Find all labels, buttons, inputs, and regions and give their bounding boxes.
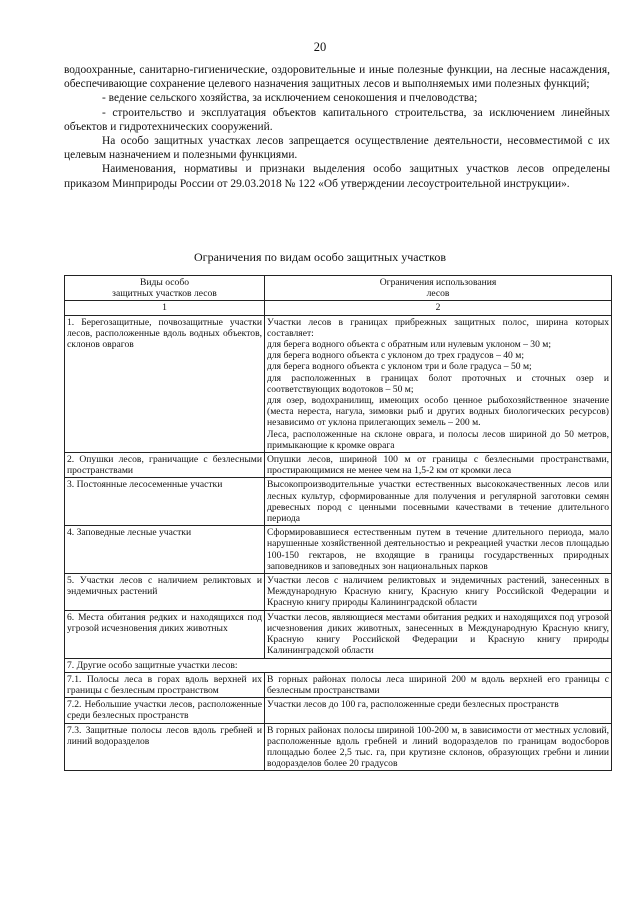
intro-paragraph: - ведение сельского хозяйства, за исключением сенокошения и пчеловодства; <box>102 92 478 105</box>
column-number-row <box>65 301 612 315</box>
zone-type-cell <box>65 610 265 658</box>
intro-paragraph: Наименования, нормативы и признаки выделения особо защитных участков лесов определены приказом Минприроды России от 29.03.2018 № 122 «Об утверждении лесоустроительной инструкции». <box>64 163 610 190</box>
restriction-cell <box>265 574 612 611</box>
restrictions-table <box>64 275 612 771</box>
restriction-line: Участки лесов в границах прибрежных защитных полос, ширина которых составляет: <box>267 316 609 339</box>
zone-type-cell <box>65 526 265 574</box>
restriction-cell <box>265 672 612 697</box>
zone-type: Другие особо защитные участки лесов: <box>76 659 238 671</box>
zone-type-cell <box>65 658 612 672</box>
table-row <box>65 672 612 697</box>
restriction-line: Сформировавшиеся естественным путем в течение длительного периода, мало нарушенные хозяйственной деятельностью и рекреацией участки лесов площадью 100-150 гектаров, не входящие в границы государственных природных заповедников и заповедных зон национальных парков <box>267 527 609 572</box>
restriction-line: для берега водного объекта с уклоном до трех градусов – 40 м; <box>267 350 524 362</box>
table-row <box>65 723 612 771</box>
row-number: 5. <box>67 575 75 587</box>
restriction-line: Участки лесов до 100 га, расположенные среди безлесных пространств <box>267 699 559 711</box>
row-number: 6. <box>67 611 75 623</box>
row-number: 7.1. <box>67 673 82 685</box>
restriction-cell <box>265 315 612 452</box>
row-number: 4. <box>67 527 75 539</box>
restriction-line: для озер, водохранилищ, имеющих особо ценное рыбохозяйственное значение (места нереста, нагула, зимовки рыб и других водных биологических ресурсов) независимо от уклона прилегающих земель – 200 м. <box>267 395 609 429</box>
row-number: 1. <box>67 316 75 328</box>
row-number: 7.2. <box>67 699 82 711</box>
zone-type: Места обитания редких и находящихся под угрозой исчезновения диких животных <box>67 611 262 634</box>
restriction-line: Леса, расположенные на склоне оврага, и полосы лесов шириной до 50 метров, примыкающие к кромке оврага <box>267 428 609 451</box>
zone-type-cell <box>65 574 265 611</box>
table-title: Ограничения по видам особо защитных участков <box>193 250 447 264</box>
zone-type-cell <box>65 478 265 526</box>
col-number: 1 <box>65 301 265 315</box>
page-number: 20 <box>313 40 327 54</box>
zone-type: Постоянные лесосеменные участки <box>76 479 223 491</box>
zone-type: Полосы леса в горах вдоль верхней их границы с безлесным пространством <box>67 673 262 696</box>
zone-type-cell <box>65 698 265 723</box>
intro-paragraph: На особо защитных участках лесов запрещается осуществление деятельности, несовместимой с их целевым назначением и полезными функциями. <box>64 135 610 162</box>
table-row <box>65 698 612 723</box>
intro-paragraph: водоохранные, санитарно-гигиенические, оздоровительные и иные полезные функции, на лесные насаждения, обеспечивающие сохранение целевого назначения защитных лесов и выполняемых ими полезных функций; <box>64 64 610 91</box>
intro-text <box>64 63 610 191</box>
table-row <box>65 610 612 658</box>
table-row <box>65 658 612 672</box>
zone-type-cell <box>65 672 265 697</box>
zone-type-cell <box>65 315 265 452</box>
restriction-cell <box>265 698 612 723</box>
zone-type: Заповедные лесные участки <box>76 527 192 539</box>
restriction-line: В горных районах полосы леса шириной 200 м вдоль верхней его границы с безлесным пространствами <box>267 673 609 696</box>
zone-type: Берегозащитные, почвозащитные участки лесов, расположенные вдоль водных объектов, склонов оврагов <box>67 316 262 351</box>
zone-type: Участки лесов с наличием реликтовых и эндемичных растений <box>67 575 262 598</box>
restriction-line: Участки лесов с наличием реликтовых и эндемичных растений, занесенных в Международную Красную книгу, Красную книгу Российской Федерации и Красную книгу природы Калининградской области <box>267 575 609 609</box>
row-number: 2. <box>67 454 75 466</box>
table-row <box>65 574 612 611</box>
zone-type: Небольшие участки лесов, расположенные среди безлесных пространств <box>67 699 263 722</box>
restriction-line: Высокопроизводительные участки естественных высококачественных лесов или лесных культур, сформированные для получения и регулярной заготовки семян древесных пород с ценными посевными качествами в течение длительного периода <box>267 479 609 525</box>
table-row <box>65 478 612 526</box>
table-header-row <box>65 276 612 301</box>
table-row <box>65 315 612 452</box>
zone-type-cell <box>65 723 265 771</box>
zone-type: Защитные полосы лесов вдоль гребней и линий водоразделов <box>67 724 262 747</box>
intro-paragraph: - строительство и эксплуатация объектов капитального строительства, за исключением линейных объектов и гидротехнических сооружений. <box>64 106 610 133</box>
table-row <box>65 453 612 478</box>
restriction-cell <box>265 453 612 478</box>
restriction-cell <box>265 610 612 658</box>
restriction-line: Опушки лесов, шириной 100 м от границы с безлесными пространствами, простирающимися не менее чем на 1,5-2 км от кромки леса <box>267 454 609 477</box>
col-number: 2 <box>265 301 612 315</box>
zone-type: Опушки лесов, граничащие с безлесными пространствами <box>67 454 262 477</box>
restriction-cell <box>265 526 612 574</box>
row-number: 3. <box>67 479 75 491</box>
restriction-line: для расположенных в границах болот проточных и сточных озер и соответствующих водотоков – 50 м; <box>267 372 609 395</box>
restriction-line: Участки лесов, являющиеся местами обитания редких и находящихся под угрозой исчезновения диких животных, занесенных в Международную Красную книгу, Красную книгу Российской Федерации и Красную книгу природы Калининградской области <box>267 611 609 657</box>
restriction-line: В горных районах полосы шириной 100-200 м, в зависимости от местных условий, расположенные вдоль гребней и линий водоразделов по границам водосборов площадью более 2,5 тыс. га, при крутизне склонов, образующих гребни и линии водоразделов более 20 градусов <box>267 724 609 770</box>
table-row <box>65 526 612 574</box>
restriction-cell <box>265 723 612 771</box>
row-number: 7.3. <box>67 724 82 736</box>
header-col2: Ограничения использования лесов <box>265 276 612 301</box>
header-col1: Виды особо защитных участков лесов <box>65 276 265 301</box>
zone-type-cell <box>65 453 265 478</box>
row-number: 7. <box>67 659 75 671</box>
restriction-cell <box>265 478 612 526</box>
restriction-line: для берега водного объекта с уклоном три и боле градуса – 50 м; <box>267 361 532 373</box>
restriction-line: для берега водного объекта с обратным или нулевым уклоном – 30 м; <box>267 339 552 351</box>
